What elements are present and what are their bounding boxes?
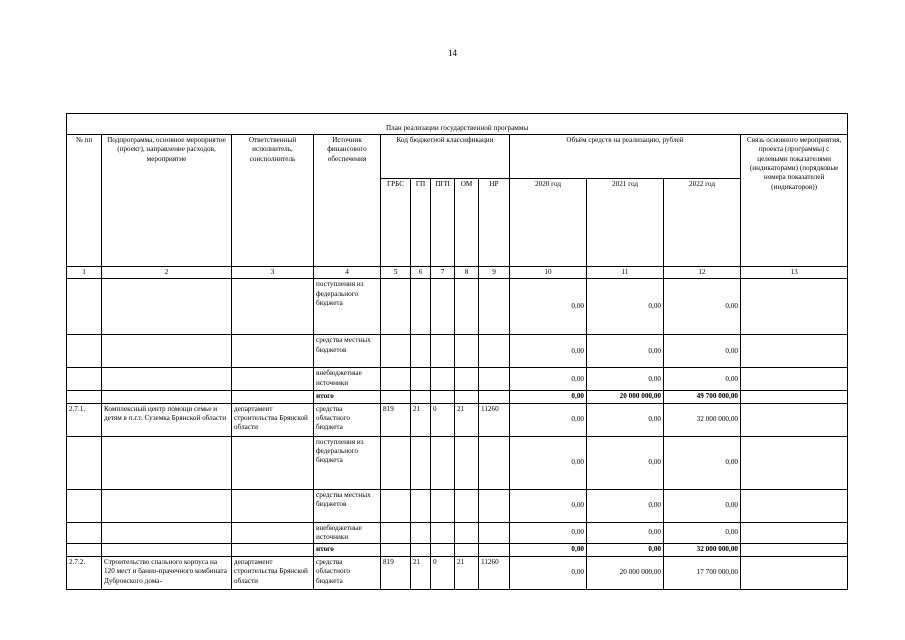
row-om: [455, 335, 479, 368]
row-value-2020: 0,00: [510, 544, 587, 556]
row-value-2020: 0,00: [510, 403, 587, 436]
header-source: Источник финансового обеспечения: [314, 135, 381, 267]
row-name: [102, 522, 232, 544]
row-name: [102, 436, 232, 489]
row-gp: [411, 522, 431, 544]
row-pgp: [431, 522, 455, 544]
column-number: 7: [431, 267, 455, 279]
row-grbs: [381, 436, 411, 489]
header-subprogram: Подпрограмма, основное мероприятие (проект), направление расходов, мероприятие: [102, 135, 232, 267]
row-value-2021: 0,00: [587, 279, 664, 335]
row-value-2021: 0,00: [587, 522, 664, 544]
row-value-2022: 0,00: [664, 489, 741, 522]
row-om: [455, 544, 479, 556]
row-om: [455, 279, 479, 335]
header-grbs: ГРБС: [381, 179, 411, 267]
row-source: средства областного бюджета: [314, 556, 381, 589]
row-value-2022: 32 000 000,00: [664, 544, 741, 556]
row-name: [102, 391, 232, 403]
row-nr: [479, 391, 510, 403]
row-link: [741, 391, 848, 403]
row-pgp: 0: [431, 403, 455, 436]
column-number: 13: [741, 267, 848, 279]
row-om: [455, 489, 479, 522]
header-budget-code: Код бюджетной классификации: [381, 135, 510, 179]
row-number: 2.7.1.: [67, 403, 102, 436]
row-name: Строительство спального корпуса на 120 мест и банно-прачечного комбината Дубровского дома-: [102, 556, 232, 589]
header-volume: Объём средств на реализацию, рублей: [510, 135, 741, 179]
row-number: [67, 544, 102, 556]
row-value-2020: 0,00: [510, 556, 587, 589]
header-nr: НР: [479, 179, 510, 267]
row-source: поступления из федерального бюджета: [314, 279, 381, 335]
row-grbs: [381, 544, 411, 556]
program-plan-table: [66, 113, 848, 590]
header-responsible: Ответственный исполнитель, соисполнитель: [232, 135, 314, 267]
row-value-2021: 0,00: [587, 544, 664, 556]
row-source: итого: [314, 391, 381, 403]
row-om: [455, 391, 479, 403]
row-link: [741, 489, 848, 522]
row-value-2021: 0,00: [587, 436, 664, 489]
table-row: [67, 556, 848, 589]
column-number: 6: [411, 267, 431, 279]
row-name: [102, 335, 232, 368]
row-value-2020: 0,00: [510, 436, 587, 489]
table-title: План реализации государственной программы: [67, 114, 848, 135]
row-gp: 21: [411, 403, 431, 436]
row-grbs: [381, 391, 411, 403]
column-number: 4: [314, 267, 381, 279]
header-2021: 2021 год: [587, 179, 664, 267]
row-nr: [479, 436, 510, 489]
row-value-2020: 0,00: [510, 368, 587, 391]
row-value-2022: 49 700 000,00: [664, 391, 741, 403]
row-value-2022: 0,00: [664, 522, 741, 544]
row-om: 21: [455, 556, 479, 589]
row-number: [67, 436, 102, 489]
row-name: Комплексный центр помощи семье и детям в п.г.т. Суземка Брянской области: [102, 403, 232, 436]
row-value-2020: 0,00: [510, 279, 587, 335]
row-nr: 11260: [479, 403, 510, 436]
column-number: 1: [67, 267, 102, 279]
row-responsible: [232, 279, 314, 335]
row-value-2021: 0,00: [587, 489, 664, 522]
row-value-2020: 0,00: [510, 489, 587, 522]
row-grbs: [381, 522, 411, 544]
row-nr: [479, 544, 510, 556]
page-number: 14: [448, 48, 457, 58]
row-pgp: [431, 489, 455, 522]
row-value-2022: 17 700 000,00: [664, 556, 741, 589]
row-source: внебюджетные источники: [314, 368, 381, 391]
row-value-2022: 0,00: [664, 436, 741, 489]
row-responsible: [232, 391, 314, 403]
row-responsible: [232, 436, 314, 489]
row-gp: [411, 279, 431, 335]
row-grbs: 819: [381, 403, 411, 436]
row-value-2021: 20 000 000,00: [587, 391, 664, 403]
row-link: [741, 368, 848, 391]
column-number: 10: [510, 267, 587, 279]
column-number: 2: [102, 267, 232, 279]
row-value-2022: 0,00: [664, 368, 741, 391]
row-link: [741, 556, 848, 589]
row-pgp: 0: [431, 556, 455, 589]
row-number: [67, 279, 102, 335]
row-gp: 21: [411, 556, 431, 589]
column-number: 3: [232, 267, 314, 279]
row-value-2020: 0,00: [510, 391, 587, 403]
row-responsible: департамент строительства Брянской области: [232, 403, 314, 436]
row-pgp: [431, 391, 455, 403]
row-gp: [411, 335, 431, 368]
row-link: [741, 335, 848, 368]
row-value-2022: 0,00: [664, 279, 741, 335]
row-source: средства областного бюджета: [314, 403, 381, 436]
header-num: № пп: [67, 135, 102, 267]
row-gp: [411, 544, 431, 556]
row-value-2020: 0,00: [510, 522, 587, 544]
row-link: [741, 279, 848, 335]
row-nr: [479, 522, 510, 544]
row-gp: [411, 436, 431, 489]
column-number: 12: [664, 267, 741, 279]
table-row: [67, 544, 848, 556]
row-link: [741, 544, 848, 556]
row-value-2021: 0,00: [587, 368, 664, 391]
row-gp: [411, 489, 431, 522]
row-link: [741, 522, 848, 544]
row-name: [102, 489, 232, 522]
row-value-2022: 0,00: [664, 335, 741, 368]
row-name: [102, 544, 232, 556]
row-pgp: [431, 279, 455, 335]
row-number: [67, 335, 102, 368]
row-grbs: 819: [381, 556, 411, 589]
header-2022: 2022 год: [664, 179, 741, 267]
row-nr: [479, 279, 510, 335]
row-pgp: [431, 368, 455, 391]
row-nr: [479, 335, 510, 368]
row-source: средства местных бюджетов: [314, 335, 381, 368]
row-pgp: [431, 335, 455, 368]
row-source: итого: [314, 544, 381, 556]
row-responsible: [232, 522, 314, 544]
row-grbs: [381, 368, 411, 391]
row-om: [455, 368, 479, 391]
row-value-2021: 0,00: [587, 335, 664, 368]
row-value-2021: 0,00: [587, 403, 664, 436]
table-row: [67, 489, 848, 522]
table-row: [67, 368, 848, 391]
row-number: 2.7.2.: [67, 556, 102, 589]
column-number: 9: [479, 267, 510, 279]
column-number-row: [67, 267, 848, 279]
row-value-2020: 0,00: [510, 335, 587, 368]
table-row: [67, 522, 848, 544]
row-gp: [411, 391, 431, 403]
row-responsible: [232, 335, 314, 368]
row-number: [67, 489, 102, 522]
row-name: [102, 279, 232, 335]
table-row: [67, 279, 848, 335]
row-link: [741, 403, 848, 436]
row-grbs: [381, 279, 411, 335]
row-source: внебюджетные источники: [314, 522, 381, 544]
row-responsible: [232, 489, 314, 522]
row-number: [67, 368, 102, 391]
table-row: [67, 391, 848, 403]
row-pgp: [431, 436, 455, 489]
row-om: [455, 522, 479, 544]
table-row: [67, 335, 848, 368]
row-responsible: [232, 544, 314, 556]
row-link: [741, 436, 848, 489]
row-nr: 11260: [479, 556, 510, 589]
row-nr: [479, 489, 510, 522]
row-source: поступления из федерального бюджета: [314, 436, 381, 489]
row-nr: [479, 368, 510, 391]
row-pgp: [431, 544, 455, 556]
column-number: 5: [381, 267, 411, 279]
row-om: 21: [455, 403, 479, 436]
row-name: [102, 368, 232, 391]
row-source: средства местных бюджетов: [314, 489, 381, 522]
row-grbs: [381, 335, 411, 368]
row-gp: [411, 368, 431, 391]
row-number: [67, 522, 102, 544]
row-grbs: [381, 489, 411, 522]
table-row: [67, 403, 848, 436]
column-number: 8: [455, 267, 479, 279]
header-pgp: ПГП: [431, 179, 455, 267]
header-2020: 2020 год: [510, 179, 587, 267]
row-responsible: [232, 368, 314, 391]
row-number: [67, 391, 102, 403]
header-link: Связь основного мероприятия, проекта (программы) с целевыми показателями (индикаторами) (порядковые номера показателей (индикаторов)): [741, 135, 848, 267]
row-value-2022: 32 000 000,00: [664, 403, 741, 436]
column-number: 11: [587, 267, 664, 279]
table-row: [67, 436, 848, 489]
row-responsible: департамент строительства Брянской области: [232, 556, 314, 589]
row-om: [455, 436, 479, 489]
row-value-2021: 20 000 000,00: [587, 556, 664, 589]
header-om: ОМ: [455, 179, 479, 267]
header-gp: ГП: [411, 179, 431, 267]
